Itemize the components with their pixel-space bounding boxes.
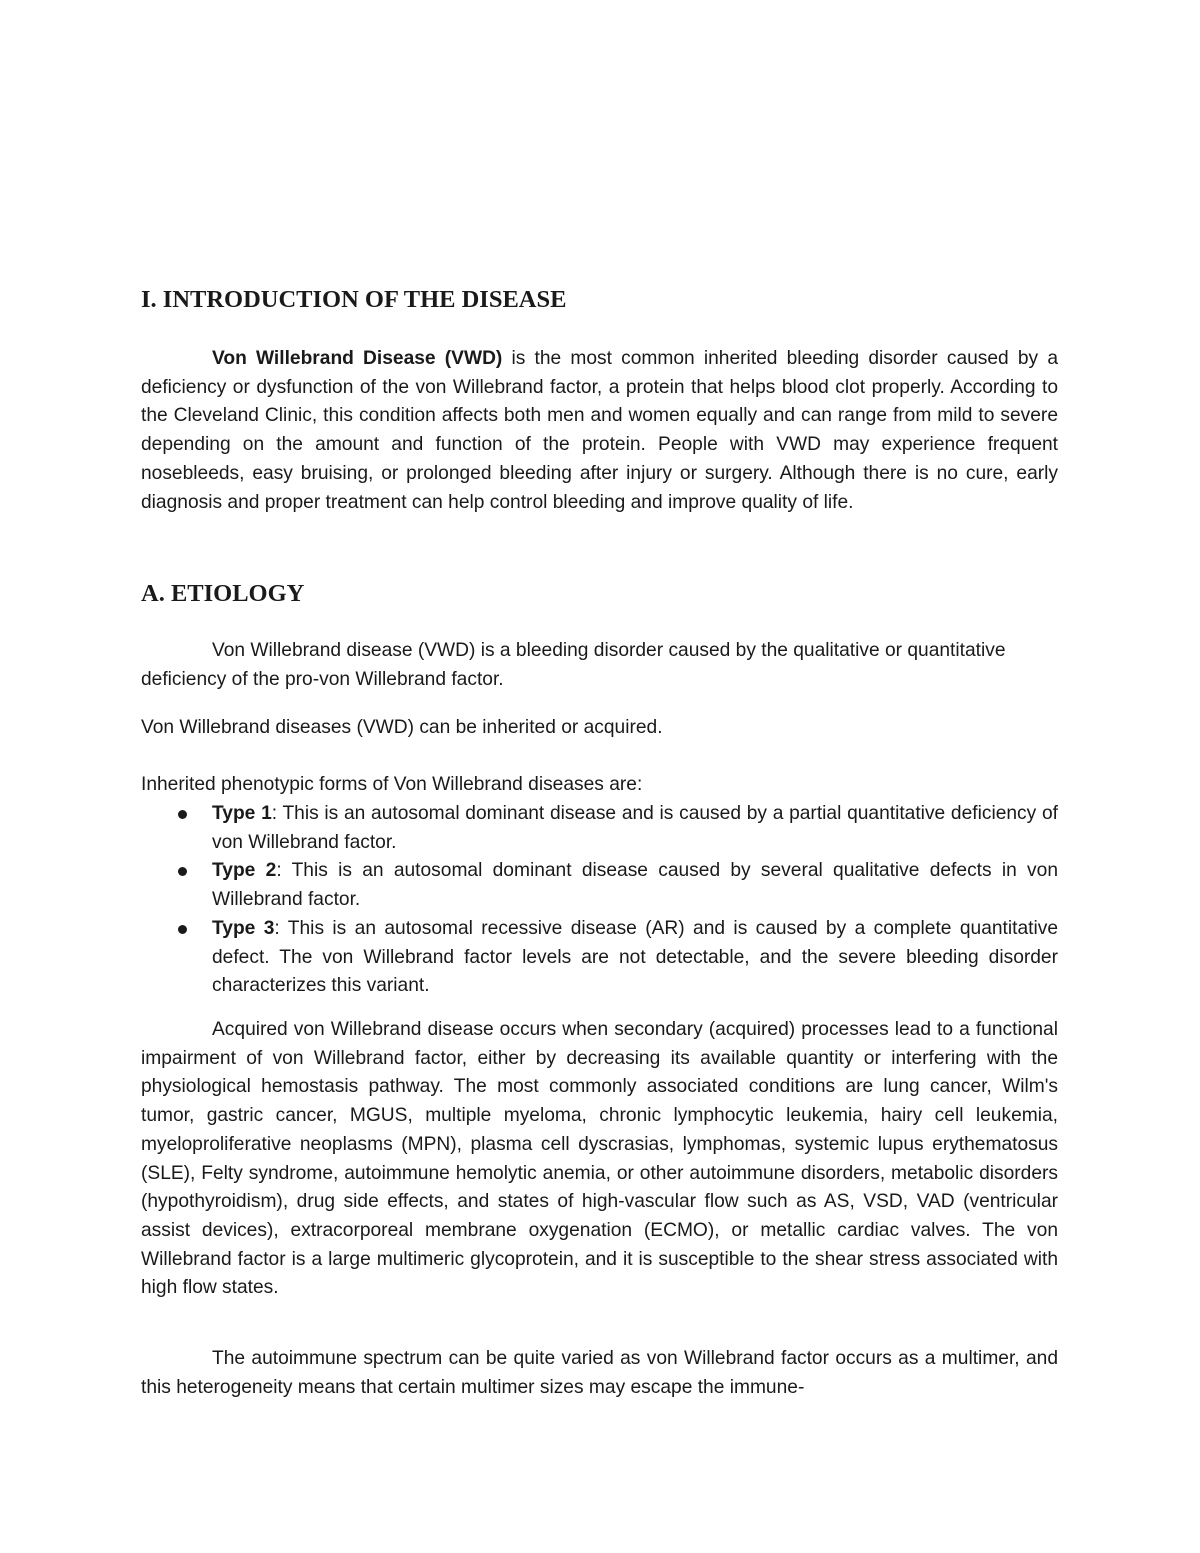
bullet-icon bbox=[178, 867, 187, 876]
autoimmune-paragraph: The autoimmune spectrum can be quite varied as von Willebrand factor occurs as a multimer, and this heterogeneity means that certain multimer sizes may escape the immune- bbox=[141, 1348, 1058, 1398]
etiology-paragraph-1: Von Willebrand disease (VWD) is a bleeding disorder caused by the qualitative or quantitative deficiency of the pro-von Willebrand factor. bbox=[141, 640, 1006, 690]
list-item-type-3 bbox=[141, 915, 1058, 1001]
type-text: : This is an autosomal dominant disease and is caused by a partial quantitative deficiency of von Willebrand factor. bbox=[212, 803, 1058, 853]
type-text: : This is an autosomal dominant disease caused by several qualitative defects in von Willebrand factor. bbox=[212, 860, 1058, 911]
bullet-icon bbox=[178, 925, 187, 934]
intro-text: is the most common inherited bleeding disorder caused by a deficiency or dysfunction of the von Willebrand factor, a protein that helps blood clot properly. According to the Cleveland Clinic, this condition affects both men and women equally and can range from mild to severe depending on the amount and function of the protein. People with VWD may experience frequent nosebleeds, easy bruising, or prolonged bleeding after injury or surgery. Although there is no cure, early diagnosis and proper treatment can help control bleeding and improve quality of life. bbox=[141, 348, 1058, 513]
type-text: : This is an autosomal recessive disease (AR) and is caused by a complete quantitative defect. The von Willebrand factor levels are not detectable, and the severe bleeding disorder characterizes this variant. bbox=[212, 917, 1058, 997]
etiology-paragraph-2: Von Willebrand diseases (VWD) can be inherited or acquired. bbox=[141, 717, 663, 738]
type-list bbox=[141, 800, 1058, 1001]
heading-etiology: A. ETIOLOGY bbox=[141, 580, 305, 607]
heading-introduction: I. INTRODUCTION OF THE DISEASE bbox=[141, 286, 567, 313]
intro-paragraph bbox=[141, 345, 1058, 517]
intro-bold-lead: Von Willebrand Disease (VWD) bbox=[212, 348, 503, 369]
list-item-type-2 bbox=[141, 857, 1058, 914]
bullet-icon bbox=[178, 810, 187, 819]
type-label: Type 2 bbox=[212, 860, 277, 882]
etiology-paragraph-3: Inherited phenotypic forms of Von Willebrand diseases are: bbox=[141, 774, 643, 795]
acquired-paragraph: Acquired von Willebrand disease occurs when secondary (acquired) processes lead to a functional impairment of von Willebrand factor, either by decreasing its available quantity or interfering with the physiological hemostasis pathway. The most commonly associated conditions are lung cancer, Wilm's tumor, gastric cancer, MGUS, multiple myeloma, chronic lymphocytic leukemia, hairy cell leukemia, myeloproliferative neoplasms (MPN), plasma cell dyscrasias, lymphomas, systemic lupus erythematosus (SLE), Felty syndrome, autoimmune hemolytic anemia, or other autoimmune disorders, metabolic disorders (hypothyroidism), drug side effects, and states of high-vascular flow such as AS, VSD, VAD (ventricular assist devices), extracorporeal membrane oxygenation (ECMO), or metallic cardiac valves. The von Willebrand factor is a large multimeric glycoprotein, and it is susceptible to the shear stress associated with high flow states. bbox=[141, 1019, 1058, 1299]
type-label: Type 1 bbox=[212, 803, 272, 824]
list-item-type-1 bbox=[141, 800, 1058, 857]
type-label: Type 3 bbox=[212, 917, 275, 939]
